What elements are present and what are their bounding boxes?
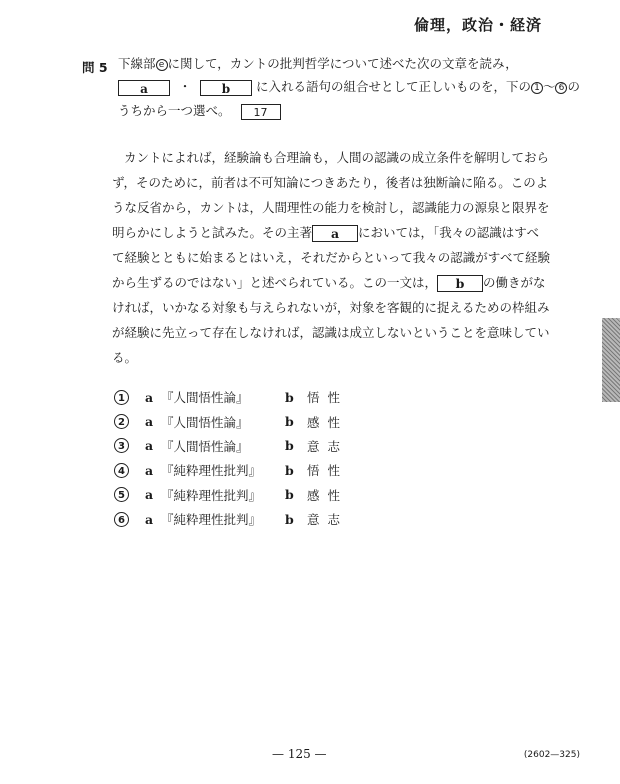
passage-line-9: る。 [112, 350, 138, 365]
question-line-1 [118, 55, 518, 73]
passage [112, 145, 551, 370]
choice-6[interactable] [114, 507, 348, 531]
passage-line-4 [112, 220, 542, 245]
subject-header: 倫理，政治・経済 [413, 16, 542, 34]
choice-number: 3 [114, 438, 129, 453]
choice-3[interactable] [114, 434, 348, 458]
passage-line-5: て経験とともに始まるとはいえ，それだからといって我々の認識がすべて経験 [112, 250, 551, 265]
question-line-3 [118, 102, 281, 120]
choice-number: 1 [114, 390, 129, 405]
choice-1[interactable] [114, 385, 348, 409]
choice-b-value: 感性 [307, 487, 349, 503]
page-number: — 125 — [272, 747, 327, 761]
question-number: 問 5 [82, 60, 108, 75]
passage-box-b: b [437, 275, 483, 292]
range-end-number: 6 [555, 82, 567, 94]
choice-b-label: b [285, 462, 294, 478]
passage-line-7: ければ，いかなる対象も与えられないが，対象を客観的に捉えるための枠組み [112, 300, 550, 315]
choice-a-value: 『人間悟性論』 [161, 414, 249, 430]
choice-a-label: a [144, 438, 154, 454]
question-line1-post: に関して，カントの批判哲学について述べた次の文章を読み， [167, 56, 518, 71]
choice-a-label: a [144, 511, 154, 527]
choice-2[interactable] [114, 409, 348, 433]
passage-line-3: うな反省から，カントは，人間理性の能力を検討し，認識能力の源泉と限界を [112, 200, 550, 215]
side-index-tab [602, 318, 620, 402]
exam-code: (2602—325) [523, 750, 580, 760]
choice-a-label: a [144, 414, 154, 430]
passage-line6-post: の働きがな [483, 275, 546, 290]
choice-a-value: 『人間悟性論』 [161, 390, 249, 406]
question-line-2 [118, 78, 580, 96]
choice-b-value: 感性 [307, 414, 349, 430]
passage-line4-pre: 明らかにしようと試みた。その主著 [112, 225, 313, 240]
passage-box-a: a [312, 225, 358, 242]
choice-a-value: 『純粋理性批判』 [161, 487, 262, 503]
passage-line-1: カントによれば，経験論も合理論も，人間の認識の成立条件を解明しておら [124, 150, 550, 165]
choice-b-label: b [285, 414, 294, 430]
passage-line-8: が経験に先立って存在しなければ，認識は成立しないということを意味してい [112, 325, 550, 340]
choice-4[interactable] [114, 458, 348, 482]
choice-a-value: 『純粋理性批判』 [161, 512, 262, 528]
choice-a-label: a [144, 462, 154, 478]
underline-mark-e: e [156, 59, 168, 71]
choice-b-value: 意志 [307, 438, 349, 454]
passage-line-2: ず，そのために，前者は不可知論につきあたり，後者は独断論に陥る。このよ [112, 175, 549, 190]
choice-a-value: 『純粋理性批判』 [161, 463, 262, 479]
answer-box-a: a [118, 80, 170, 96]
choice-b-label: b [285, 389, 294, 405]
choice-number: 6 [114, 512, 129, 527]
answer-box-b: b [200, 80, 252, 96]
answer-number-box: 17 [241, 104, 281, 120]
choice-number: 5 [114, 487, 129, 502]
range-start-number: 1 [531, 82, 543, 94]
choice-b-value: 意志 [307, 512, 349, 528]
choice-a-label: a [144, 389, 154, 405]
question-line1-pre: 下線部 [118, 56, 156, 71]
passage-line6-pre: から生ずるのではない」と述べられている。この一文は， [112, 275, 438, 290]
range-tilde: 〜 [542, 79, 556, 94]
passage-line-6 [112, 270, 546, 295]
question-line3-text: うちから一つ選べ。 [118, 103, 231, 118]
choice-b-label: b [285, 487, 294, 503]
choice-b-value: 悟性 [307, 390, 349, 406]
choice-list [114, 385, 348, 531]
choice-a-label: a [144, 487, 154, 503]
choice-a-value: 『人間悟性論』 [161, 438, 249, 454]
question-line2-end: の [567, 79, 580, 94]
question-line2-post: に入れる語句の組合せとして正しいものを，下の [255, 79, 531, 94]
choice-b-label: b [285, 511, 294, 527]
passage-line4-post: においては，「我々の認識はすべ [358, 225, 540, 240]
choice-number: 4 [114, 463, 129, 478]
choice-b-label: b [285, 438, 294, 454]
choice-b-value: 悟性 [307, 463, 349, 479]
choice-5[interactable] [114, 483, 348, 507]
box-separator: ・ [178, 79, 192, 94]
choice-number: 2 [114, 414, 129, 429]
